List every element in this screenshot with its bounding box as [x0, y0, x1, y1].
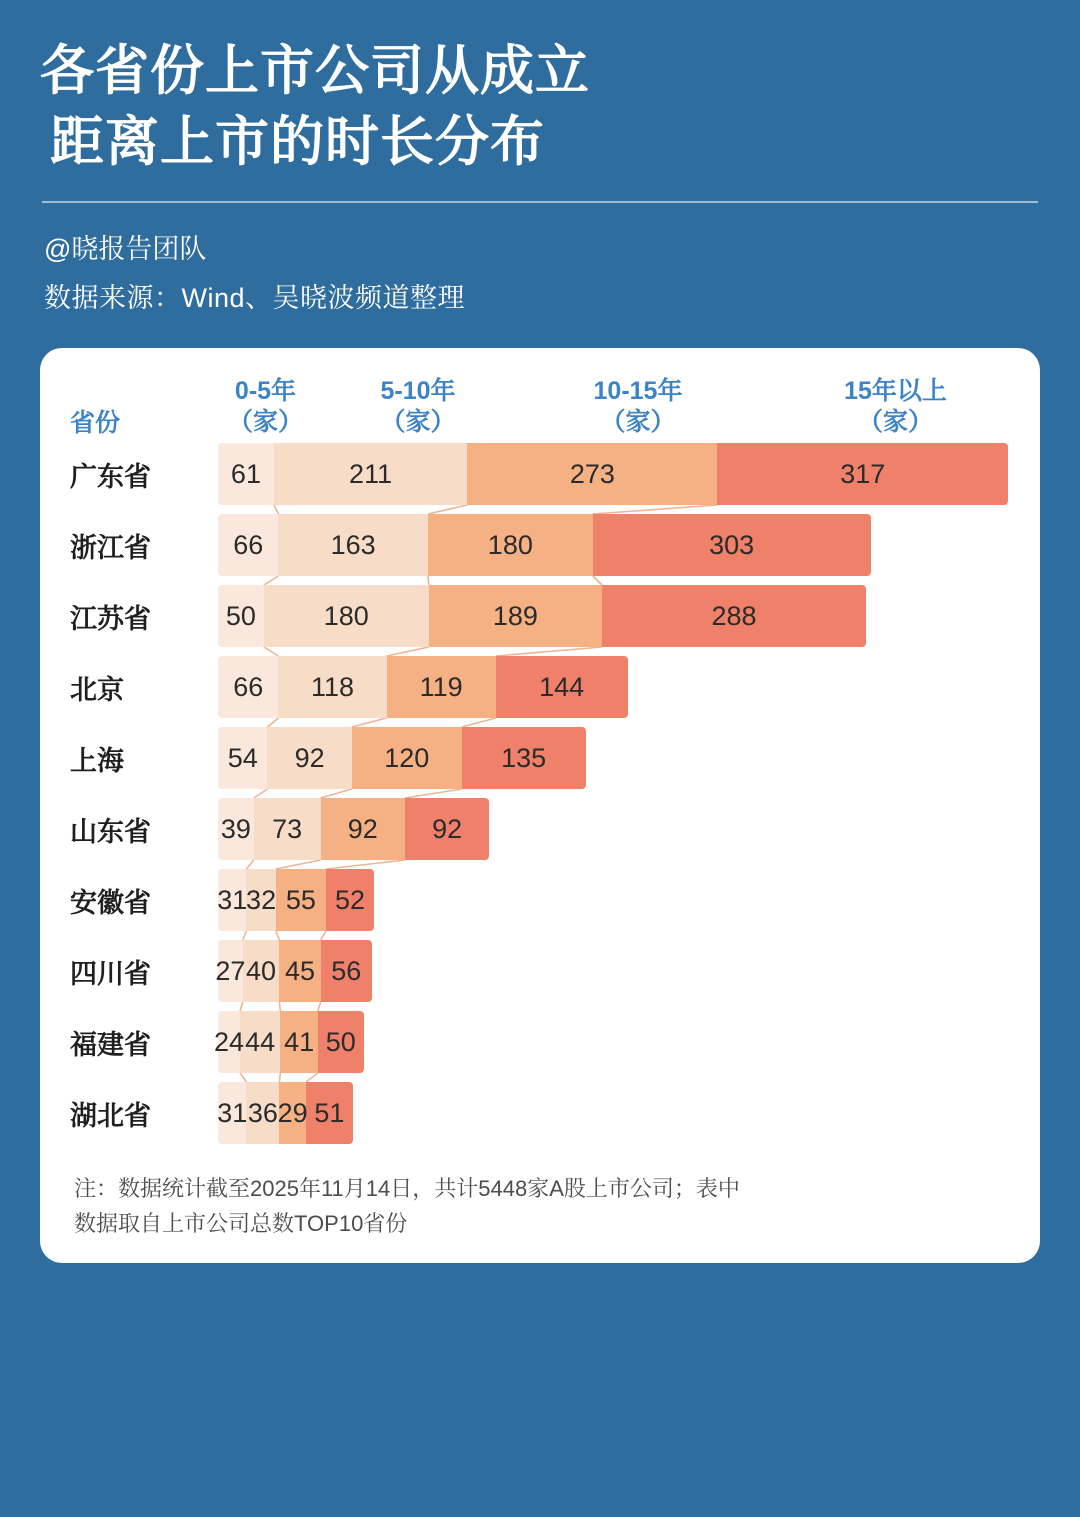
bar-value-label: 163	[330, 529, 376, 560]
bar-segment	[276, 869, 326, 931]
bar-segment	[306, 1082, 353, 1144]
bar-segment	[215, 940, 246, 1002]
table-body	[70, 439, 1038, 1149]
table-row	[70, 510, 1038, 581]
col-header-0-5-unit: （家）	[227, 408, 303, 437]
table-row	[70, 581, 1038, 652]
bar-value-label: 40	[246, 955, 277, 986]
row-bar-track	[218, 865, 1038, 936]
bar-value-label: 180	[323, 600, 369, 631]
bar-segment	[274, 443, 467, 505]
col-header-0-5-label: 0-5年	[234, 377, 297, 406]
row-bar-track	[218, 723, 1038, 794]
bar-value-label: 36	[247, 1097, 278, 1128]
bar-segment	[279, 940, 320, 1002]
bar-value-label: 119	[419, 671, 463, 702]
table-header-row	[70, 376, 1038, 439]
bar-value-label: 303	[709, 529, 755, 560]
table-note	[70, 1149, 1010, 1241]
bar-segment	[717, 443, 1008, 505]
row-bar-track	[218, 510, 1038, 581]
bar-value-label: 273	[569, 458, 615, 489]
bar-value-label: 41	[284, 1026, 315, 1057]
row-province-label: 北京	[70, 674, 124, 705]
row-province-label: 山东省	[70, 816, 151, 847]
bar-segment	[254, 798, 321, 860]
bar-value-label: 118	[311, 671, 355, 702]
table-row	[70, 1007, 1038, 1078]
bar-segment	[428, 514, 593, 576]
bar-value-label: 52	[334, 884, 365, 915]
bar-value-label: 32	[246, 884, 277, 915]
bar-segment	[321, 940, 372, 1002]
page-title	[32, 0, 1048, 179]
row-province-label: 江苏省	[70, 603, 151, 634]
note-line-1: 注：数据统计截至2025年11月14日，共计5448家A股上市公司；表中	[74, 1175, 740, 1201]
bar-segment	[321, 798, 405, 860]
row-province-label: 广东省	[70, 461, 151, 492]
bar-value-label: 92	[294, 742, 325, 773]
bar-segment	[218, 727, 267, 789]
bar-value-label: 66	[233, 529, 264, 560]
bar-value-label: 44	[245, 1026, 276, 1057]
bar-segment	[218, 443, 274, 505]
col-header-5-10	[313, 376, 523, 439]
bar-segment	[467, 443, 717, 505]
bar-value-label: 288	[711, 600, 757, 631]
row-bar-track	[218, 439, 1038, 510]
bar-segment	[218, 514, 278, 576]
col-header-10-15-label: 10-15年	[593, 377, 683, 406]
bar-value-label: 189	[492, 600, 538, 631]
bar-value-label: 211	[349, 458, 393, 489]
bar-segment	[218, 585, 264, 647]
bar-value-label: 27	[215, 955, 246, 986]
bar-value-label: 135	[501, 742, 547, 773]
bar-value-label: 120	[384, 742, 430, 773]
bar-value-label: 56	[331, 955, 362, 986]
table-card	[40, 348, 1040, 1263]
row-province-label: 四川省	[70, 958, 151, 989]
col-header-10-15-unit: （家）	[600, 408, 676, 437]
bar-value-label: 317	[840, 458, 886, 489]
credit-block	[32, 203, 1048, 321]
author-handle: @晓报告团队	[44, 233, 207, 264]
bar-segment	[602, 585, 866, 647]
bar-value-label: 92	[347, 813, 378, 844]
row-province-label: 福建省	[70, 1029, 151, 1060]
bar-segment	[278, 514, 427, 576]
bar-segment	[326, 869, 374, 931]
bar-value-label: 73	[272, 813, 303, 844]
row-bar-track	[218, 794, 1038, 865]
col-header-10-15	[523, 376, 753, 439]
title-line-2: 距离上市的时长分布	[50, 112, 545, 173]
bar-segment	[243, 940, 280, 1002]
bar-value-label: 31	[217, 884, 248, 915]
bar-value-label: 24	[213, 1026, 245, 1057]
bar-segment	[246, 869, 275, 931]
bar-value-label: 92	[432, 813, 463, 844]
bar-segment	[246, 1082, 279, 1144]
col-header-0-5	[218, 376, 313, 439]
bar-segment	[352, 727, 462, 789]
col-header-15-plus-label: 15年以上	[844, 377, 947, 406]
bar-segment	[240, 1011, 280, 1073]
table-row	[70, 652, 1038, 723]
data-source: 数据来源：Wind、吴晓波频道整理	[44, 283, 466, 314]
note-line-2: 数据取自上市公司总数TOP10省份	[74, 1210, 408, 1236]
bar-segment	[218, 798, 254, 860]
table-row	[70, 936, 1038, 1007]
table-row	[70, 723, 1038, 794]
bar-segment	[218, 869, 246, 931]
bar-segment	[429, 585, 602, 647]
col-header-5-10-label: 5-10年	[380, 377, 456, 406]
bar-segment	[318, 1011, 364, 1073]
bar-value-label: 39	[220, 813, 251, 844]
table-row	[70, 865, 1038, 936]
bar-value-label: 45	[284, 955, 316, 986]
table-row	[70, 1078, 1038, 1149]
bar-segment	[593, 514, 871, 576]
bar-value-label: 54	[227, 742, 258, 773]
row-bar-track	[218, 1078, 1038, 1149]
row-bar-track	[215, 936, 1038, 1007]
bar-value-label: 51	[314, 1097, 345, 1128]
row-bar-track	[213, 1007, 1038, 1078]
col-header-15-plus-unit: （家）	[857, 408, 933, 437]
title-line-1: 各省份上市公司从成立	[40, 41, 590, 101]
bar-value-label: 66	[233, 671, 264, 702]
bar-segment	[462, 727, 586, 789]
bar-segment	[218, 656, 278, 718]
bar-segment	[278, 656, 386, 718]
bar-segment	[267, 727, 351, 789]
bar-value-label: 50	[325, 1026, 356, 1057]
distribution-table	[70, 376, 1038, 1149]
bar-segment	[279, 1082, 306, 1144]
bar-value-label: 180	[487, 529, 533, 560]
col-header-15-plus	[753, 376, 1038, 439]
row-bar-track	[218, 581, 1038, 652]
bar-segment	[387, 656, 496, 718]
bar-segment	[405, 798, 489, 860]
col-header-province: 省份	[70, 408, 121, 437]
bar-segment	[496, 656, 628, 718]
row-province-label: 湖北省	[70, 1100, 151, 1131]
bar-value-label: 50	[225, 600, 256, 631]
bar-value-label: 61	[230, 458, 261, 489]
bar-segment	[213, 1011, 245, 1073]
col-header-5-10-unit: （家）	[380, 408, 456, 437]
bar-value-label: 31	[217, 1097, 248, 1128]
bar-segment	[264, 585, 429, 647]
bar-segment	[280, 1011, 318, 1073]
row-bar-track	[218, 652, 1038, 723]
bar-segment	[218, 1082, 246, 1144]
row-province-label: 上海	[70, 745, 124, 776]
table-row	[70, 794, 1038, 865]
bar-value-label: 144	[539, 671, 585, 702]
bar-value-label: 29	[277, 1097, 308, 1128]
row-province-label: 安徽省	[70, 887, 151, 918]
table-row	[70, 439, 1038, 510]
bar-value-label: 55	[285, 884, 316, 915]
row-province-label: 浙江省	[70, 532, 151, 563]
